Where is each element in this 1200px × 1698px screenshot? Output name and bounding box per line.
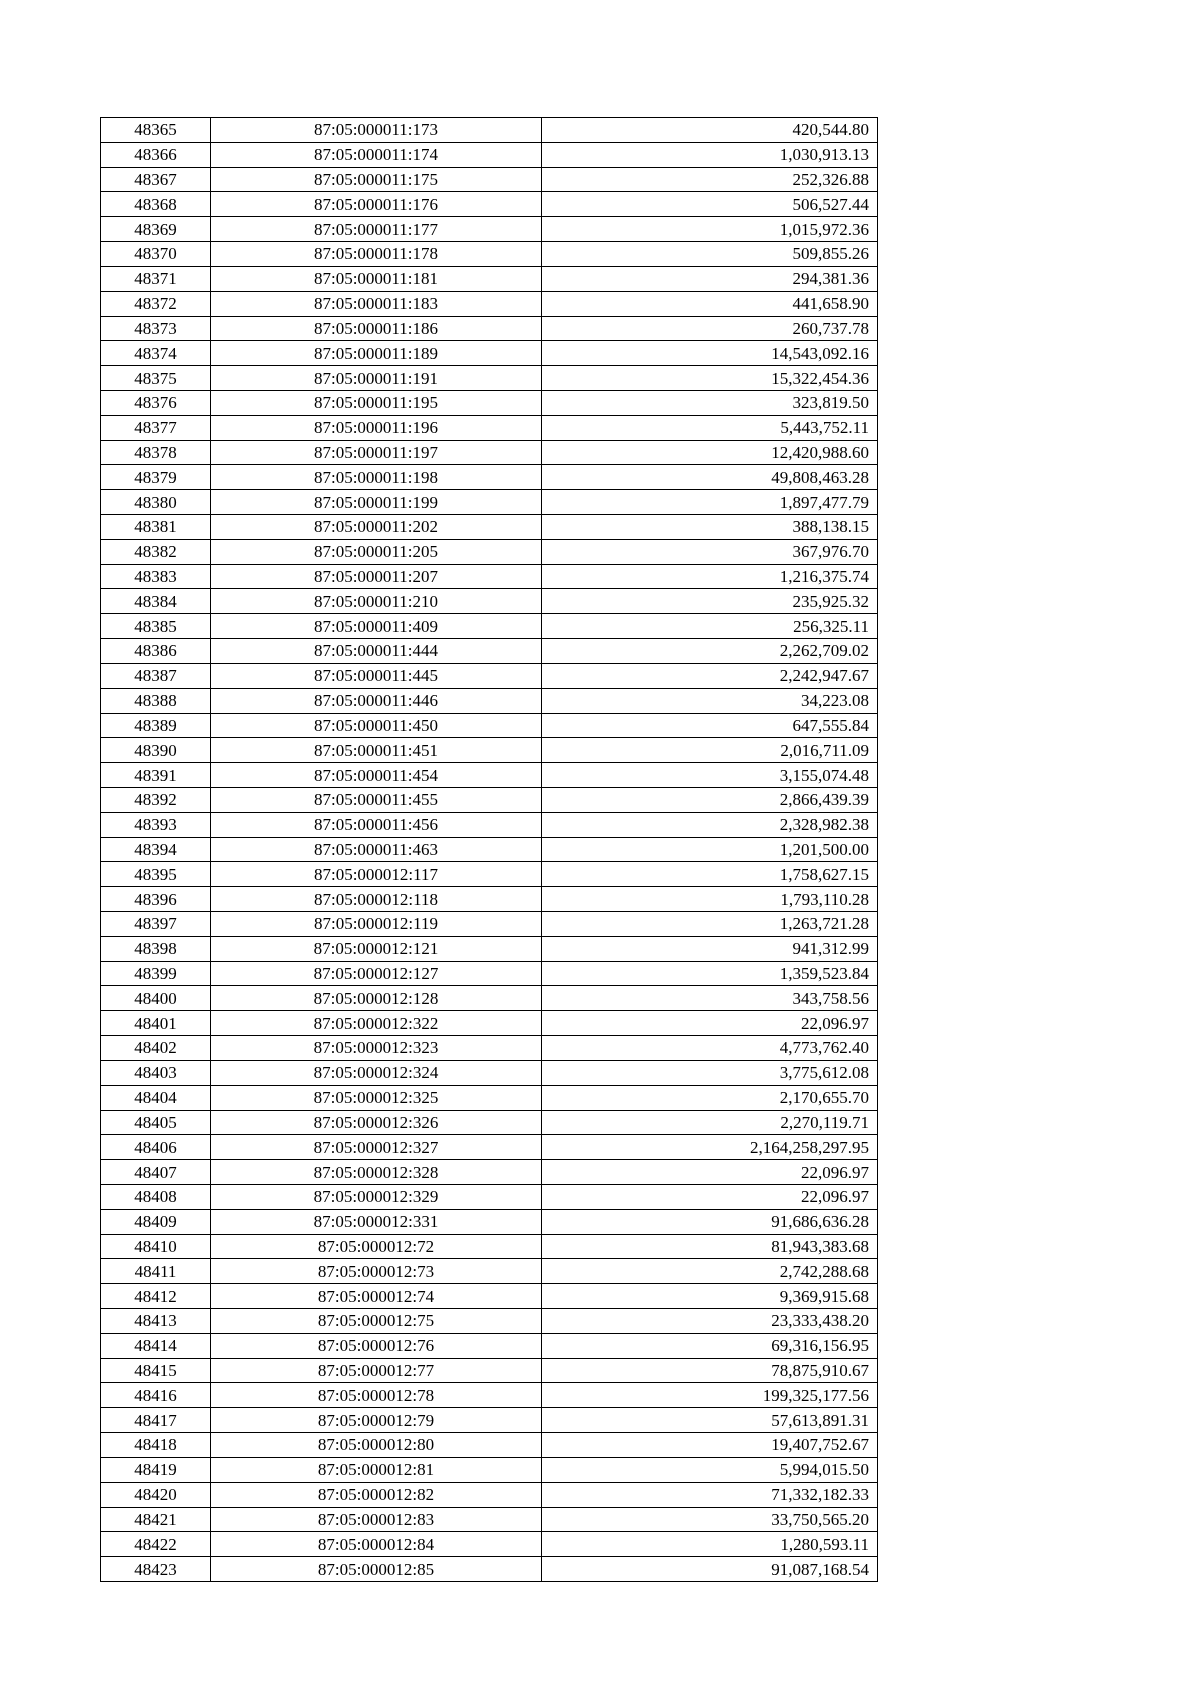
row-number-cell: 48408 [101, 1184, 211, 1209]
table-row [101, 1234, 878, 1259]
cadastral-value-cell: 323,819.50 [542, 390, 878, 415]
cadastral-value-cell: 15,322,454.36 [542, 366, 878, 391]
cadastral-number-cell: 87:05:000011:191 [211, 366, 542, 391]
cadastral-number-cell: 87:05:000012:327 [211, 1135, 542, 1160]
cadastral-number-cell: 87:05:000012:80 [211, 1433, 542, 1458]
row-number-cell: 48369 [101, 217, 211, 242]
cadastral-number-cell: 87:05:000011:173 [211, 118, 542, 143]
row-number-cell: 48417 [101, 1408, 211, 1433]
row-number-cell: 48390 [101, 738, 211, 763]
table-row [101, 341, 878, 366]
table-row [101, 1358, 878, 1383]
table-body [101, 118, 878, 1582]
cadastral-number-cell: 87:05:000012:119 [211, 912, 542, 937]
row-number-cell: 48374 [101, 341, 211, 366]
row-number-cell: 48392 [101, 787, 211, 812]
table-row [101, 837, 878, 862]
cadastral-number-cell: 87:05:000011:207 [211, 564, 542, 589]
row-number-cell: 48412 [101, 1284, 211, 1309]
row-number-cell: 48377 [101, 415, 211, 440]
cadastral-number-cell: 87:05:000012:329 [211, 1184, 542, 1209]
cadastral-number-cell: 87:05:000012:74 [211, 1284, 542, 1309]
table-row [101, 1532, 878, 1557]
cadastral-value-cell: 1,793,110.28 [542, 887, 878, 912]
cadastral-value-cell: 199,325,177.56 [542, 1383, 878, 1408]
table-row [101, 1060, 878, 1085]
table-row [101, 688, 878, 713]
row-number-cell: 48378 [101, 440, 211, 465]
cadastral-value-cell: 22,096.97 [542, 1011, 878, 1036]
cadastral-number-cell: 87:05:000012:331 [211, 1209, 542, 1234]
cadastral-value-cell: 441,658.90 [542, 291, 878, 316]
cadastral-value-cell: 19,407,752.67 [542, 1433, 878, 1458]
row-number-cell: 48386 [101, 639, 211, 664]
cadastral-number-cell: 87:05:000012:78 [211, 1383, 542, 1408]
table-row [101, 862, 878, 887]
table-row [101, 1457, 878, 1482]
table-row [101, 167, 878, 192]
cadastral-value-cell: 1,359,523.84 [542, 961, 878, 986]
row-number-cell: 48416 [101, 1383, 211, 1408]
cadastral-value-cell: 343,758.56 [542, 986, 878, 1011]
cadastral-value-cell: 49,808,463.28 [542, 465, 878, 490]
row-number-cell: 48379 [101, 465, 211, 490]
table-row [101, 440, 878, 465]
row-number-cell: 48414 [101, 1333, 211, 1358]
cadastral-number-cell: 87:05:000012:72 [211, 1234, 542, 1259]
cadastral-number-cell: 87:05:000012:121 [211, 936, 542, 961]
table-row [101, 415, 878, 440]
cadastral-number-cell: 87:05:000012:73 [211, 1259, 542, 1284]
cadastral-value-cell: 22,096.97 [542, 1184, 878, 1209]
cadastral-number-cell: 87:05:000011:177 [211, 217, 542, 242]
row-number-cell: 48399 [101, 961, 211, 986]
cadastral-value-cell: 294,381.36 [542, 266, 878, 291]
row-number-cell: 48388 [101, 688, 211, 713]
row-number-cell: 48410 [101, 1234, 211, 1259]
cadastral-value-cell: 2,170,655.70 [542, 1085, 878, 1110]
cadastral-number-cell: 87:05:000011:199 [211, 490, 542, 515]
table-row [101, 639, 878, 664]
cadastral-number-cell: 87:05:000012:85 [211, 1557, 542, 1582]
cadastral-number-cell: 87:05:000011:197 [211, 440, 542, 465]
cadastral-value-cell: 1,015,972.36 [542, 217, 878, 242]
cadastral-value-cell: 2,242,947.67 [542, 663, 878, 688]
table-row [101, 490, 878, 515]
cadastral-number-cell: 87:05:000012:322 [211, 1011, 542, 1036]
cadastral-number-cell: 87:05:000011:446 [211, 688, 542, 713]
table-row [101, 887, 878, 912]
cadastral-value-cell: 78,875,910.67 [542, 1358, 878, 1383]
table-row [101, 936, 878, 961]
cadastral-value-cell: 12,420,988.60 [542, 440, 878, 465]
row-number-cell: 48380 [101, 490, 211, 515]
row-number-cell: 48375 [101, 366, 211, 391]
cadastral-value-cell: 2,866,439.39 [542, 787, 878, 812]
row-number-cell: 48407 [101, 1160, 211, 1185]
row-number-cell: 48366 [101, 142, 211, 167]
cadastral-number-cell: 87:05:000012:324 [211, 1060, 542, 1085]
row-number-cell: 48411 [101, 1259, 211, 1284]
row-number-cell: 48394 [101, 837, 211, 862]
row-number-cell: 48397 [101, 912, 211, 937]
table-row [101, 316, 878, 341]
cadastral-value-cell: 2,164,258,297.95 [542, 1135, 878, 1160]
cadastral-number-cell: 87:05:000011:445 [211, 663, 542, 688]
row-number-cell: 48371 [101, 266, 211, 291]
table-row [101, 1036, 878, 1061]
row-number-cell: 48413 [101, 1309, 211, 1334]
cadastral-number-cell: 87:05:000012:128 [211, 986, 542, 1011]
cadastral-value-cell: 1,201,500.00 [542, 837, 878, 862]
row-number-cell: 48419 [101, 1457, 211, 1482]
cadastral-number-cell: 87:05:000012:76 [211, 1333, 542, 1358]
cadastral-value-cell: 420,544.80 [542, 118, 878, 143]
cadastral-number-cell: 87:05:000011:174 [211, 142, 542, 167]
cadastral-number-cell: 87:05:000011:183 [211, 291, 542, 316]
cadastral-number-cell: 87:05:000012:117 [211, 862, 542, 887]
cadastral-value-cell: 260,737.78 [542, 316, 878, 341]
table-row [101, 1309, 878, 1334]
table-row [101, 812, 878, 837]
cadastral-number-cell: 87:05:000011:186 [211, 316, 542, 341]
cadastral-value-cell: 14,543,092.16 [542, 341, 878, 366]
cadastral-number-cell: 87:05:000012:328 [211, 1160, 542, 1185]
row-number-cell: 48365 [101, 118, 211, 143]
cadastral-value-cell: 5,994,015.50 [542, 1457, 878, 1482]
cadastral-value-cell: 23,333,438.20 [542, 1309, 878, 1334]
row-number-cell: 48398 [101, 936, 211, 961]
table-row [101, 1433, 878, 1458]
table-row [101, 1383, 878, 1408]
cadastral-number-cell: 87:05:000011:463 [211, 837, 542, 862]
cadastral-number-cell: 87:05:000012:82 [211, 1482, 542, 1507]
cadastral-value-cell: 3,775,612.08 [542, 1060, 878, 1085]
cadastral-number-cell: 87:05:000011:454 [211, 763, 542, 788]
row-number-cell: 48387 [101, 663, 211, 688]
cadastral-number-cell: 87:05:000012:326 [211, 1110, 542, 1135]
cadastral-value-cell: 388,138.15 [542, 515, 878, 540]
table-row [101, 1085, 878, 1110]
cadastral-value-cell: 2,328,982.38 [542, 812, 878, 837]
cadastral-value-cell: 256,325.11 [542, 614, 878, 639]
cadastral-value-cell: 2,742,288.68 [542, 1259, 878, 1284]
cadastral-value-cell: 4,773,762.40 [542, 1036, 878, 1061]
row-number-cell: 48400 [101, 986, 211, 1011]
table-row [101, 291, 878, 316]
table-row [101, 986, 878, 1011]
table-row [101, 1507, 878, 1532]
table-row [101, 1160, 878, 1185]
table-row [101, 787, 878, 812]
cadastral-value-cell: 1,280,593.11 [542, 1532, 878, 1557]
cadastral-number-cell: 87:05:000011:189 [211, 341, 542, 366]
row-number-cell: 48385 [101, 614, 211, 639]
table-row [101, 763, 878, 788]
cadastral-value-cell: 2,016,711.09 [542, 738, 878, 763]
row-number-cell: 48409 [101, 1209, 211, 1234]
table-row [101, 142, 878, 167]
table-row [101, 1135, 878, 1160]
table-row [101, 589, 878, 614]
cadastral-number-cell: 87:05:000012:75 [211, 1309, 542, 1334]
table-row [101, 1259, 878, 1284]
cadastral-number-cell: 87:05:000012:81 [211, 1457, 542, 1482]
table-row [101, 515, 878, 540]
table-row [101, 266, 878, 291]
row-number-cell: 48396 [101, 887, 211, 912]
table-row [101, 713, 878, 738]
table-row [101, 1482, 878, 1507]
cadastral-value-cell: 1,216,375.74 [542, 564, 878, 589]
row-number-cell: 48421 [101, 1507, 211, 1532]
row-number-cell: 48372 [101, 291, 211, 316]
row-number-cell: 48382 [101, 539, 211, 564]
table-row [101, 118, 878, 143]
cadastral-value-cell: 33,750,565.20 [542, 1507, 878, 1532]
table-row [101, 564, 878, 589]
table-row [101, 217, 878, 242]
row-number-cell: 48420 [101, 1482, 211, 1507]
cadastral-number-cell: 87:05:000011:196 [211, 415, 542, 440]
table-row [101, 366, 878, 391]
cadastral-value-cell: 252,326.88 [542, 167, 878, 192]
cadastral-value-table [100, 117, 878, 1582]
cadastral-number-cell: 87:05:000011:210 [211, 589, 542, 614]
cadastral-number-cell: 87:05:000011:409 [211, 614, 542, 639]
row-number-cell: 48395 [101, 862, 211, 887]
table-row [101, 663, 878, 688]
cadastral-number-cell: 87:05:000011:451 [211, 738, 542, 763]
cadastral-value-cell: 81,943,383.68 [542, 1234, 878, 1259]
table-row [101, 738, 878, 763]
table-row [101, 912, 878, 937]
cadastral-number-cell: 87:05:000011:176 [211, 192, 542, 217]
cadastral-number-cell: 87:05:000012:325 [211, 1085, 542, 1110]
cadastral-value-cell: 2,270,119.71 [542, 1110, 878, 1135]
cadastral-number-cell: 87:05:000012:79 [211, 1408, 542, 1433]
table-row [101, 192, 878, 217]
cadastral-value-cell: 91,686,636.28 [542, 1209, 878, 1234]
cadastral-value-cell: 69,316,156.95 [542, 1333, 878, 1358]
cadastral-number-cell: 87:05:000012:127 [211, 961, 542, 986]
row-number-cell: 48404 [101, 1085, 211, 1110]
table-row [101, 1184, 878, 1209]
cadastral-number-cell: 87:05:000011:444 [211, 639, 542, 664]
row-number-cell: 48415 [101, 1358, 211, 1383]
cadastral-value-cell: 9,369,915.68 [542, 1284, 878, 1309]
cadastral-number-cell: 87:05:000012:83 [211, 1507, 542, 1532]
cadastral-number-cell: 87:05:000011:178 [211, 242, 542, 267]
cadastral-number-cell: 87:05:000011:455 [211, 787, 542, 812]
row-number-cell: 48422 [101, 1532, 211, 1557]
cadastral-number-cell: 87:05:000011:205 [211, 539, 542, 564]
cadastral-value-cell: 5,443,752.11 [542, 415, 878, 440]
table-row [101, 1011, 878, 1036]
table-row [101, 1557, 878, 1582]
cadastral-value-cell: 3,155,074.48 [542, 763, 878, 788]
row-number-cell: 48373 [101, 316, 211, 341]
cadastral-value-cell: 22,096.97 [542, 1160, 878, 1185]
row-number-cell: 48402 [101, 1036, 211, 1061]
cadastral-value-cell: 91,087,168.54 [542, 1557, 878, 1582]
table-row [101, 1333, 878, 1358]
cadastral-value-cell: 1,758,627.15 [542, 862, 878, 887]
table-row [101, 390, 878, 415]
cadastral-number-cell: 87:05:000012:77 [211, 1358, 542, 1383]
cadastral-value-cell: 57,613,891.31 [542, 1408, 878, 1433]
cadastral-number-cell: 87:05:000011:198 [211, 465, 542, 490]
row-number-cell: 48401 [101, 1011, 211, 1036]
cadastral-number-cell: 87:05:000011:202 [211, 515, 542, 540]
cadastral-number-cell: 87:05:000012:84 [211, 1532, 542, 1557]
row-number-cell: 48370 [101, 242, 211, 267]
cadastral-value-cell: 34,223.08 [542, 688, 878, 713]
cadastral-value-cell: 367,976.70 [542, 539, 878, 564]
table-row [101, 1408, 878, 1433]
row-number-cell: 48423 [101, 1557, 211, 1582]
cadastral-value-cell: 941,312.99 [542, 936, 878, 961]
row-number-cell: 48368 [101, 192, 211, 217]
row-number-cell: 48389 [101, 713, 211, 738]
table-row [101, 614, 878, 639]
cadastral-value-cell: 509,855.26 [542, 242, 878, 267]
table-row [101, 1110, 878, 1135]
row-number-cell: 48376 [101, 390, 211, 415]
cadastral-value-cell: 235,925.32 [542, 589, 878, 614]
table-row [101, 961, 878, 986]
row-number-cell: 48418 [101, 1433, 211, 1458]
cadastral-number-cell: 87:05:000011:456 [211, 812, 542, 837]
row-number-cell: 48403 [101, 1060, 211, 1085]
cadastral-value-cell: 1,897,477.79 [542, 490, 878, 515]
cadastral-value-cell: 506,527.44 [542, 192, 878, 217]
cadastral-number-cell: 87:05:000011:450 [211, 713, 542, 738]
table-row [101, 242, 878, 267]
cadastral-number-cell: 87:05:000012:323 [211, 1036, 542, 1061]
row-number-cell: 48406 [101, 1135, 211, 1160]
cadastral-number-cell: 87:05:000011:181 [211, 266, 542, 291]
row-number-cell: 48384 [101, 589, 211, 614]
row-number-cell: 48393 [101, 812, 211, 837]
cadastral-number-cell: 87:05:000011:195 [211, 390, 542, 415]
row-number-cell: 48383 [101, 564, 211, 589]
table-row [101, 1284, 878, 1309]
cadastral-value-cell: 1,263,721.28 [542, 912, 878, 937]
cadastral-number-cell: 87:05:000012:118 [211, 887, 542, 912]
row-number-cell: 48391 [101, 763, 211, 788]
cadastral-value-cell: 2,262,709.02 [542, 639, 878, 664]
row-number-cell: 48381 [101, 515, 211, 540]
cadastral-value-cell: 1,030,913.13 [542, 142, 878, 167]
cadastral-number-cell: 87:05:000011:175 [211, 167, 542, 192]
cadastral-value-cell: 71,332,182.33 [542, 1482, 878, 1507]
row-number-cell: 48367 [101, 167, 211, 192]
cadastral-value-cell: 647,555.84 [542, 713, 878, 738]
table-row [101, 465, 878, 490]
table-row [101, 539, 878, 564]
row-number-cell: 48405 [101, 1110, 211, 1135]
table-row [101, 1209, 878, 1234]
